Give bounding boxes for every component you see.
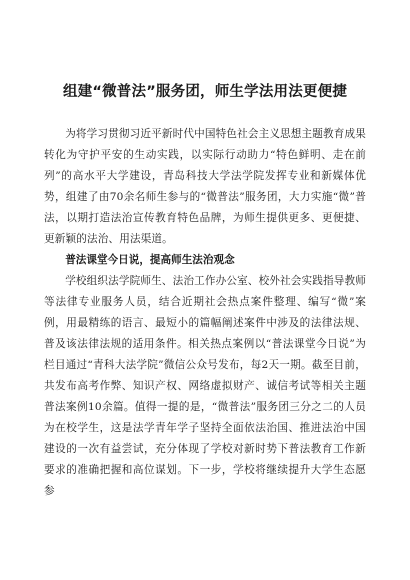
- intro-paragraph: 为将学习贯彻习近平新时代中国特色社会主义思想主题教育成果转化为守护平安的生动实践，以实际行动助力“特色鲜明、走在前列”的高水平大学建设，青岛科技大学法学院发挥专业和新媒体优势，组建了由70余名师生参与的“微普法”服务团，大力实施“微”普法，以期打造法治宣传教育特色品牌，为师生提供更多、更便捷、更新颖的法治、用法渠道。: [44, 128, 367, 245]
- document-title: 组建“微普法”服务团，师生学法用法更便捷: [62, 84, 348, 100]
- section-paragraph: 学校组织法学院师生、法治工作办公室、校外社会实践指导教师等法律专业服务人员，结合近期社会热点案件整理、编写“微”案例，用最精练的语言、最短小的篇幅阐述案件中涉及的法律法规、普及该法律法规的适用条件。相关热点案例以“普法课堂今日说”为栏目通过“青科大法学院”微信公众号发布，每2天一期。截至目前，共发布高考作弊、知识产权、网络虚拟财产、诚信考试等相关主题普法案例10余篇。值得一提的是，“微普法”服务团三分之二的人员为在校学生，这是法学青年学子坚持全面依法治国、推进法治中国建设的一次有益尝试，充分体现了学校对新时势下普法教育工作新要求的准确把握和高位谋划。下一步，学校将继续提升大学生态愿参: [44, 275, 367, 497]
- document-body: [44, 124, 366, 502]
- section-heading: 普法课堂今日说，提高师生法治观念: [65, 254, 235, 266]
